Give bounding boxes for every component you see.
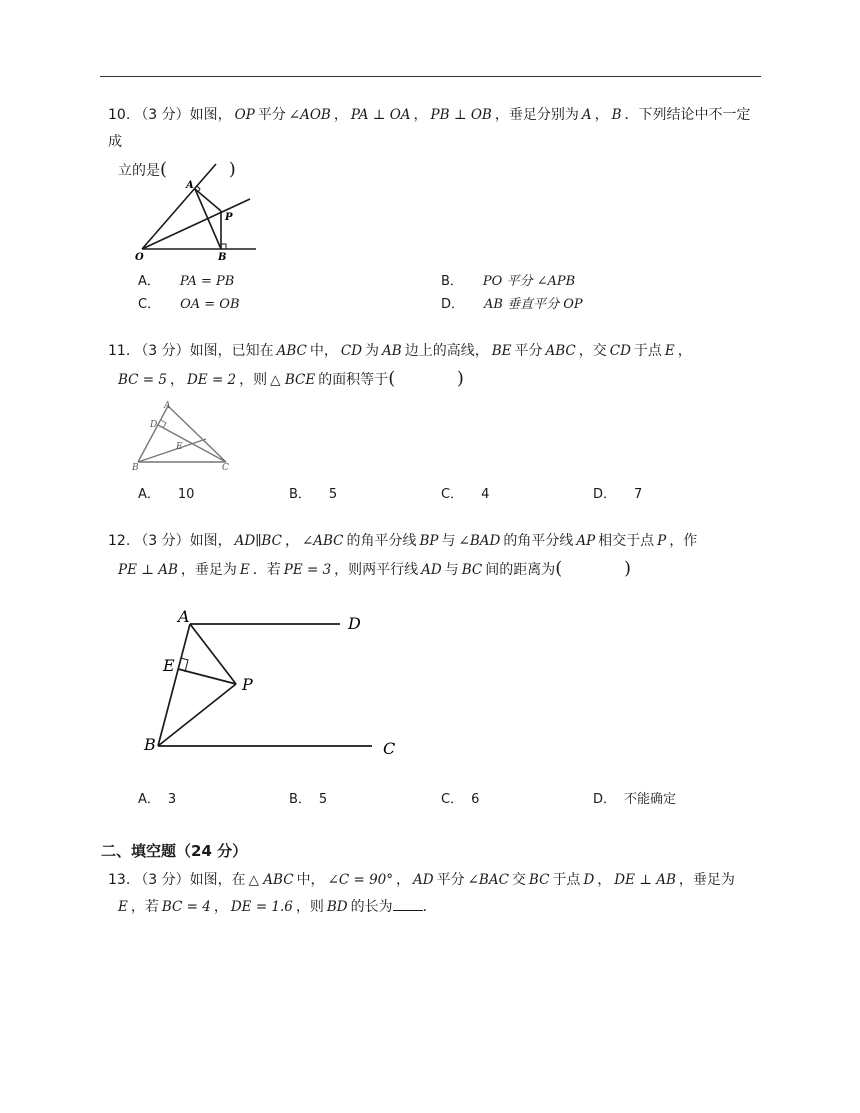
- math: PE ⊥ AB: [118, 562, 178, 578]
- option-c[interactable]: [138, 295, 242, 315]
- math: P: [657, 533, 667, 549]
- segment-ab: [158, 624, 190, 746]
- question-13: [108, 867, 762, 921]
- question-score: （3 分）如图，已知在: [134, 343, 274, 359]
- text: ，: [333, 107, 348, 123]
- figure-q12: [140, 600, 410, 760]
- text: ，则: [239, 372, 268, 388]
- label-d: D: [150, 420, 158, 430]
- question-score: （3 分）如图，在: [134, 872, 246, 888]
- option-b[interactable]: [289, 790, 327, 810]
- segment-ap: [190, 624, 236, 684]
- math: ∠C = 90°: [327, 872, 394, 888]
- option-label: C．: [441, 792, 464, 807]
- option-label: A．: [138, 792, 160, 807]
- option-b[interactable]: [441, 272, 577, 292]
- option-text: 5: [318, 792, 328, 807]
- text: 中，: [309, 343, 338, 359]
- text: ，若: [130, 899, 159, 915]
- math: CD: [340, 343, 363, 359]
- text: 边上的高线，: [404, 343, 489, 359]
- math: BD: [326, 899, 348, 915]
- math: PA ⊥ OA: [350, 107, 411, 123]
- math: BC: [461, 562, 483, 578]
- figure-q11: [130, 400, 240, 474]
- text: ，垂足为: [678, 872, 735, 888]
- math: ABC: [276, 343, 307, 359]
- math: BC = 5: [118, 372, 167, 388]
- option-label: D．: [593, 487, 617, 502]
- math: ∠AOB: [288, 107, 331, 123]
- math: B: [611, 107, 622, 123]
- option-text: OA = OB: [180, 297, 240, 312]
- label-c: C: [383, 739, 396, 758]
- math: ABC: [545, 343, 576, 359]
- text: ，: [169, 372, 184, 388]
- option-d[interactable]: [593, 485, 642, 505]
- option-text: AB 垂直平分 OP: [484, 297, 583, 312]
- math: PB ⊥ OB: [430, 107, 492, 123]
- label-a: A: [178, 607, 190, 626]
- option-text: PA = PB: [179, 274, 235, 289]
- label-o: O: [135, 252, 144, 263]
- text: ，: [677, 343, 692, 359]
- text: 与: [444, 562, 459, 578]
- math: OP: [234, 107, 255, 123]
- text: 于点: [633, 343, 662, 359]
- math: AD: [421, 562, 442, 578]
- math: DE ⊥ AB: [614, 872, 676, 888]
- math: ∠BAC: [467, 872, 509, 888]
- math: AD∥BC: [234, 533, 282, 549]
- ray-oa: [142, 164, 216, 249]
- text: 交: [511, 872, 526, 888]
- math: AD: [413, 872, 434, 888]
- label-e: E: [176, 442, 183, 452]
- question-12: [108, 528, 762, 584]
- option-text: 10: [177, 487, 195, 502]
- math: BP: [419, 533, 439, 549]
- section-heading: 二、填空题（24 分）: [101, 842, 248, 860]
- segment-ac: [168, 406, 226, 462]
- option-label: B．: [289, 792, 311, 807]
- option-c[interactable]: [441, 485, 489, 505]
- math: E: [664, 343, 675, 359]
- text: 中，: [296, 872, 325, 888]
- answer-paren: ( ): [160, 159, 264, 180]
- text: 平分: [257, 107, 286, 123]
- question-number: 12.: [108, 533, 131, 549]
- label-p: P: [225, 212, 233, 223]
- text: ．: [422, 899, 437, 915]
- text: 于点: [552, 872, 581, 888]
- answer-paren: ( ): [388, 368, 492, 389]
- label-d: D: [348, 614, 361, 633]
- text: ．若: [252, 562, 281, 578]
- option-a[interactable]: [138, 272, 236, 292]
- text: 为: [365, 343, 380, 359]
- header-rule: [100, 76, 761, 77]
- text: 的角平分线: [346, 533, 417, 549]
- question-11: [108, 338, 762, 394]
- text: ，: [594, 107, 609, 123]
- figure-q10: [130, 158, 260, 263]
- text: 平分: [514, 343, 543, 359]
- option-label: C．: [441, 487, 464, 502]
- option-c[interactable]: [441, 790, 479, 810]
- option-a[interactable]: [138, 485, 194, 505]
- option-label: B．: [441, 274, 463, 289]
- label-a: A: [186, 180, 194, 191]
- answer-paren: ( ): [555, 558, 660, 579]
- text: 与: [441, 533, 456, 549]
- segment-ab: [195, 189, 221, 249]
- text: ，则: [295, 899, 324, 915]
- option-label: D．: [441, 297, 465, 312]
- math: △ BCE: [270, 372, 316, 388]
- text: 间的距离为: [485, 562, 556, 578]
- option-b[interactable]: [289, 485, 337, 505]
- text: ，垂足分别为: [494, 107, 579, 123]
- option-label: B．: [289, 487, 311, 502]
- label-b: B: [218, 252, 227, 263]
- math: DE = 1.6: [230, 899, 293, 915]
- text: ，: [396, 872, 411, 888]
- option-text: 5: [328, 487, 338, 502]
- option-label: D．: [593, 792, 617, 807]
- text: ，垂足为: [180, 562, 237, 578]
- answer-blank[interactable]: [393, 895, 423, 911]
- text: 的角平分线: [503, 533, 574, 549]
- math: A: [581, 107, 592, 123]
- math: AB: [382, 343, 402, 359]
- option-a[interactable]: [138, 790, 176, 810]
- label-b: B: [132, 463, 139, 473]
- option-text: 7: [634, 487, 643, 502]
- segment-bp: [158, 684, 236, 746]
- text: 的面积等于: [318, 372, 389, 388]
- text: ，作: [669, 533, 698, 549]
- label-a: A: [164, 401, 171, 411]
- math: E: [118, 899, 128, 915]
- math: PE = 3: [283, 562, 332, 578]
- option-label: A．: [138, 487, 160, 502]
- text: 平分: [436, 872, 465, 888]
- text: ，: [284, 533, 299, 549]
- option-label: C．: [138, 297, 161, 312]
- text: ，则两平行线: [334, 562, 419, 578]
- text: ，交: [578, 343, 607, 359]
- math: BC: [528, 872, 550, 888]
- label-e: E: [163, 656, 175, 675]
- option-d[interactable]: [441, 295, 585, 315]
- option-text: 3: [167, 792, 177, 807]
- option-text: 6: [471, 792, 480, 807]
- question-number: 10.: [108, 107, 131, 123]
- text: 立的是: [118, 163, 160, 179]
- math: E: [239, 562, 250, 578]
- text: 相交于点: [598, 533, 655, 549]
- label-c: C: [222, 463, 229, 473]
- math: D: [583, 872, 595, 888]
- question-number: 11.: [108, 343, 131, 359]
- text: 的长为: [350, 899, 393, 915]
- option-d[interactable]: [593, 790, 676, 810]
- label-p: P: [242, 675, 253, 694]
- math: ∠BAD: [458, 533, 501, 549]
- math: AP: [576, 533, 596, 549]
- math: BC = 4: [161, 899, 211, 915]
- text: ．下列结论中不一定成: [108, 107, 751, 150]
- label-b: B: [144, 735, 156, 754]
- ray-op: [142, 199, 250, 249]
- question-score: （3 分）如图，: [134, 107, 232, 123]
- segment-pe: [178, 669, 236, 684]
- option-text: 4: [481, 487, 490, 502]
- math: CD: [609, 343, 631, 359]
- option-label: A．: [138, 274, 160, 289]
- text: ，: [597, 872, 612, 888]
- text: ，: [213, 899, 228, 915]
- math: DE = 2: [186, 372, 237, 388]
- math: BE: [491, 343, 512, 359]
- math: ∠ABC: [301, 533, 344, 549]
- question-number: 13.: [108, 872, 131, 888]
- option-text: PO 平分 ∠APB: [482, 274, 576, 289]
- text: ，: [413, 107, 428, 123]
- math: △ ABC: [248, 872, 294, 888]
- option-text: 不能确定: [624, 792, 677, 807]
- question-score: （3 分）如图，: [134, 533, 232, 549]
